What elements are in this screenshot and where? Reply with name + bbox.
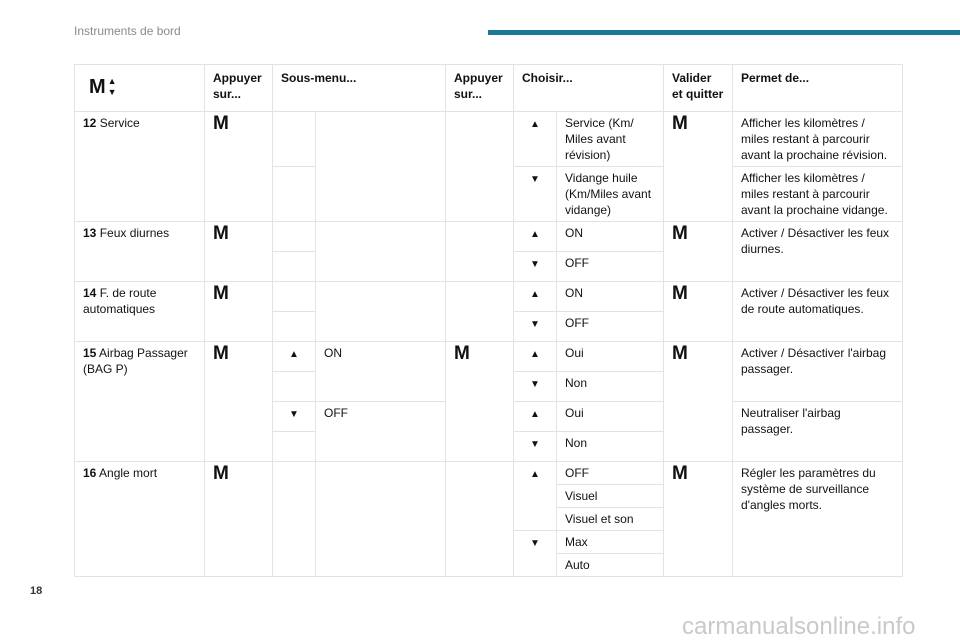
option-label: Visuel: [557, 485, 664, 508]
arrow-down-icon: ▼: [289, 409, 299, 420]
description: Activer / Désactiver les feux diurnes.: [733, 222, 903, 282]
option-label: ON: [557, 282, 664, 312]
arrow-down-icon: ▼: [530, 538, 540, 549]
m-button-up-down-icon: M ▲ ▼: [89, 76, 117, 98]
arrow-down-icon: ▼: [530, 319, 540, 330]
table-row: [75, 342, 903, 372]
menu-name-cell: 13 Feux diurnes: [75, 222, 205, 282]
description: Afficher les kilomètres / miles restant à parcourir avant la prochaine révision.: [733, 112, 903, 167]
option-label: Non: [557, 372, 664, 402]
m-button-icon: M: [454, 343, 470, 364]
arrow-up-icon: ▲: [530, 229, 540, 240]
watermark-text: carmanualsonline.info: [682, 613, 916, 640]
description: Neutraliser l'airbag passager.: [733, 402, 903, 462]
arrow-up-icon: ▲: [530, 349, 540, 360]
m-button-cell: [205, 112, 273, 222]
col-header-press: Appuyer sur...: [205, 65, 273, 112]
description: Activer / Désactiver les feux de route automatiques.: [733, 282, 903, 342]
col-header-press-2: Appuyer sur...: [446, 65, 514, 112]
arrow-down-icon: ▼: [530, 259, 540, 270]
arrow-up-icon: ▲: [289, 349, 299, 360]
arrow-up-icon: ▲: [530, 119, 540, 130]
arrow-up-icon: ▲: [530, 469, 540, 480]
m-button-icon: M: [213, 113, 229, 134]
col-header-allows: Permet de...: [733, 65, 903, 112]
option-label: OFF: [557, 252, 664, 282]
option-label: Vidange huile (Km/Miles avant vidange): [557, 167, 664, 222]
col-header-submenu: Sous-menu...: [273, 65, 446, 112]
description: Activer / Désactiver l'airbag passager.: [733, 342, 903, 402]
option-label: Oui: [557, 342, 664, 372]
m-button-icon: M: [672, 343, 688, 364]
submenu-label: ON: [316, 342, 446, 402]
option-label: Non: [557, 432, 664, 462]
description: Afficher les kilomètres / miles restant à parcourir avant la prochaine vidange.: [733, 167, 903, 222]
arrow-up-icon: ▲: [530, 409, 540, 420]
option-label: Visuel et son: [557, 508, 664, 531]
option-label: Oui: [557, 402, 664, 432]
arrow-down-icon: ▼: [530, 174, 540, 185]
page-header-title: Instruments de bord: [74, 24, 181, 38]
arrow-down-icon: ▼: [530, 439, 540, 450]
table-row: [75, 112, 903, 167]
menu-name-cell: 12 Service: [75, 112, 205, 222]
m-button-icon: M: [672, 463, 688, 484]
menu-name-cell: 14 F. de route automatiques: [75, 282, 205, 342]
settings-menu-table: [74, 64, 903, 577]
header-accent-bar: [488, 30, 960, 35]
table-header-row: [75, 65, 903, 112]
table-row: [75, 222, 903, 252]
m-button-icon: M: [672, 283, 688, 304]
m-button-icon: M: [213, 283, 229, 304]
m-button-icon: M: [672, 113, 688, 134]
arrow-up-icon: ▲: [530, 289, 540, 300]
m-button-icon: M: [213, 343, 229, 364]
option-label: Max: [557, 531, 664, 554]
header-menu-icon-cell: [75, 65, 205, 112]
description: Régler les paramètres du système de surveillance d'angles morts.: [733, 462, 903, 577]
validate-cell: [664, 112, 733, 222]
m-button-icon: M: [213, 223, 229, 244]
arrow-down-icon: ▼: [530, 379, 540, 390]
option-label: ON: [557, 222, 664, 252]
table-row: [75, 462, 903, 485]
m-button-icon: M: [213, 463, 229, 484]
menu-name-cell: 16 Angle mort: [75, 462, 205, 577]
page-number: 18: [30, 585, 43, 597]
table-row: [75, 282, 903, 312]
option-label: Service (Km/ Miles avant révision): [557, 112, 664, 167]
m-button-icon: M: [672, 223, 688, 244]
submenu-label: OFF: [316, 402, 446, 462]
option-label: OFF: [557, 462, 664, 485]
col-header-choose: Choisir...: [514, 65, 664, 112]
option-label: OFF: [557, 312, 664, 342]
option-label: Auto: [557, 554, 664, 577]
col-header-validate: Valider et quitter: [664, 65, 733, 112]
menu-name-cell: 15 Airbag Passager (BAG P): [75, 342, 205, 462]
